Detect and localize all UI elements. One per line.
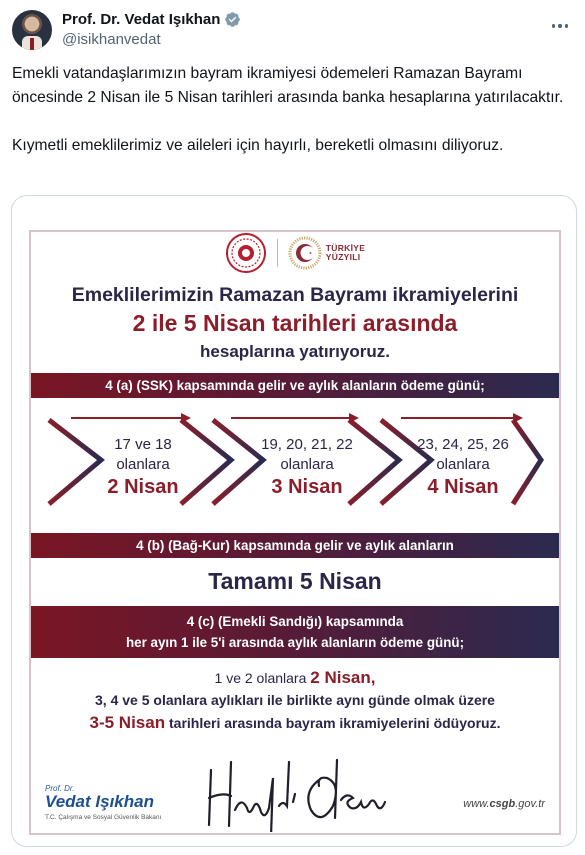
website-part: www.: [463, 798, 490, 810]
avatar[interactable]: [12, 10, 52, 50]
band-line: her ayın 1 ile 5'i arasında aylık alanların ödeme günü;: [125, 635, 465, 650]
date-days: 23, 24, 25, 26: [417, 436, 509, 453]
poster-subheadline: hesaplarına yatırıyoruz.: [200, 342, 390, 361]
logo-text: TÜRKİYE: [325, 243, 366, 253]
turkiye-yuzyili-icon: [288, 236, 322, 270]
sandik-date: 2 Nisan,: [310, 668, 376, 687]
more-options-icon[interactable]: [548, 16, 572, 36]
sandik-line: [31, 713, 559, 733]
ssk-band: 4 (a) (SSK) kapsamında gelir ve aylık alanların ödeme günü;: [31, 373, 559, 398]
poster-headline-highlight: 2 ile 5 Nisan tarihleri arasında: [132, 310, 458, 336]
tweet-media-image[interactable]: [11, 195, 577, 847]
poster-headline: Emeklilerimizin Ramazan Bayramı ikramiyelerini: [71, 284, 519, 306]
ssk-date-chevrons: [31, 408, 559, 518]
sandik-text: tarihleri arasında bayram ikramiyelerini ödüyoruz.: [165, 715, 501, 731]
band-line: 4 (c) (Emekli Sandığı) kapsamında: [186, 614, 404, 629]
website-part: .gov.tr: [515, 798, 545, 810]
website-domain: csgb: [489, 798, 516, 810]
author-display-name[interactable]: Prof. Dr. Vedat Işıkhan: [62, 11, 221, 28]
signature-name: Vedat Işıkhan: [45, 792, 154, 811]
date-olanlara: olanlara: [280, 456, 334, 473]
sandik-line: 3, 4 ve 5 olanlara aylıkları ile birlikte aynı günde olmak üzere: [95, 692, 495, 708]
date-days: 19, 20, 21, 22: [261, 436, 353, 453]
date-main: 2 Nisan: [107, 476, 179, 498]
website-url: [463, 798, 545, 810]
author-name-row: [62, 11, 241, 28]
date-olanlara: olanlara: [436, 456, 490, 473]
sandik-text: 1 ve 2 olanlara: [214, 670, 311, 686]
date-days: 17 ve 18: [114, 436, 172, 453]
bagkur-band: 4 (b) (Bağ-Kur) kapsamında gelir ve aylık alanların: [31, 533, 559, 558]
author-handle[interactable]: @isikhanvedat: [62, 31, 161, 48]
sandik-date: 3-5 Nisan: [89, 713, 166, 732]
date-olanlara: olanlara: [116, 456, 170, 473]
poster-logos: [31, 231, 559, 275]
tweet-text: [12, 62, 577, 158]
bagkur-date: Tamamı 5 Nisan: [208, 568, 382, 594]
hayirli-olsun-handwriting: [201, 740, 401, 832]
logo-text: YÜZYILI: [325, 252, 361, 262]
turkiye-yuzyili-logo: [288, 236, 365, 270]
announcement-poster: [29, 230, 561, 835]
logo-divider: [277, 239, 278, 267]
emekli-sandigi-band: [31, 606, 559, 658]
ministry-seal-icon: [225, 232, 267, 274]
date-main: 4 Nisan: [427, 476, 499, 498]
sandik-line: [31, 668, 559, 688]
date-main: 3 Nisan: [271, 476, 343, 498]
signature-title: T.C. Çalışma ve Sosyal Güvenlik Bakanı: [45, 814, 162, 821]
tweet-header: [12, 8, 572, 52]
signature-prefix: Prof. Dr.: [45, 784, 75, 793]
tweet-paragraph: Kıymetli emeklilerimiz ve aileleri için hayırlı, bereketli olmasını diliyoruz.: [12, 137, 504, 154]
tweet-paragraph: Emekli vatandaşlarımızın bayram ikramiyesi ödemeleri Ramazan Bayramı öncesinde 2 Nisan ile 5 Nisan tarihleri arasında banka hesaplarına yatırılacaktır.: [12, 65, 564, 106]
verified-badge-icon: [224, 11, 241, 28]
